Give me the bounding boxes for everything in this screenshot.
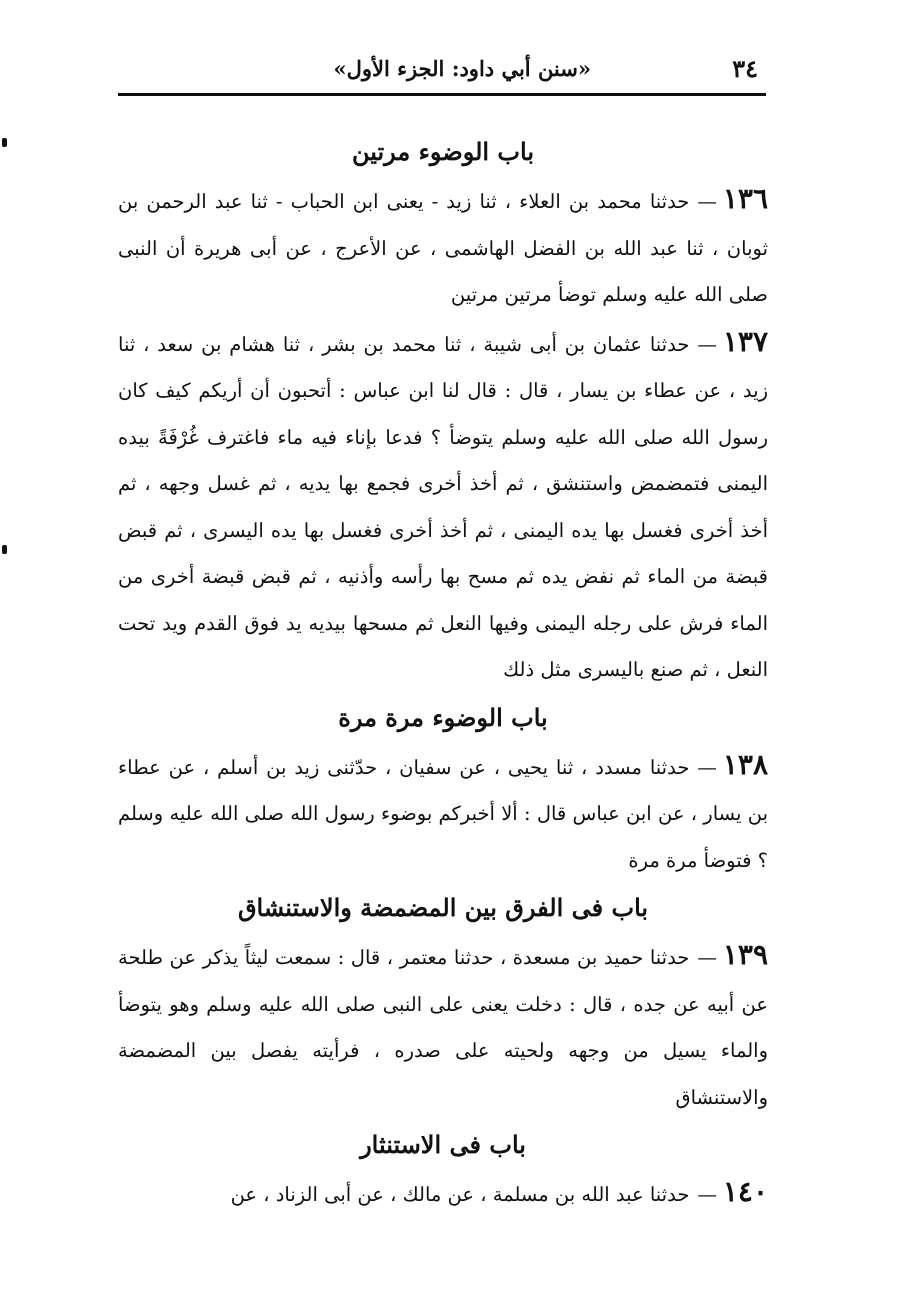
hadith-text: حدثنا عثمان بن أبى شيبة ، ثنا محمد بن بشر ، ثنا هشام بن سعد ، ثنا زيد ، عن عطاء بن يسار ، قال : قال لنا ابن عباس : أتحبون أن أريكم كيف كان رسول الله صلى الله عليه وسلم يتوضأ ؟ فدعا بإناء فيه ماء فاغترف غُرْفَةً بيده اليمنى فتمضمض واستنشق ، ثم أخذ أخرى فجمع بها يديه ، ثم غسل وجهه ، ثم أخذ أخرى فغسل بها يده اليمنى ، ثم أخذ أخرى فغسل بها يده اليسرى ، ثم قبض قبضة من الماء ثم نفض يده ثم مسح بها رأسه وأذنيه ، ثم قبض قبضة أخرى من الماء فرش على رجله اليمنى وفيها النعل ثم مسحها بيديه يد فوق القدم ويد تحت النعل ، ثم صنع باليسرى مثل ذلك	[118, 332, 768, 681]
running-title: «سنن أبي داود: الجزء الأول»	[333, 56, 591, 81]
hadith-dash: —	[697, 190, 717, 213]
scan-edge-mark-middle	[2, 545, 7, 554]
hadith-dash: —	[697, 1183, 717, 1206]
page-body	[118, 128, 768, 1219]
hadith-paragraph	[118, 932, 768, 1121]
header-rule	[118, 93, 766, 96]
hadith-dash: —	[697, 946, 717, 969]
hadith-paragraph	[118, 742, 768, 885]
hadith-paragraph	[118, 319, 768, 694]
hadith-dash: —	[697, 332, 717, 356]
hadith-number: ١٣٧	[722, 324, 768, 358]
hadith-paragraph	[118, 176, 768, 319]
hadith-text: حدثنا مسدد ، ثنا يحيى ، عن سفيان ، حدّثنى زيد بن أسلم ، عن عطاء بن يسار ، عن ابن عباس قال : ألا أخبركم بوضوء رسول الله صلى الله عليه وسلم ؟ فتوضأ مرة مرة	[118, 755, 768, 872]
hadith-text: حدثنا عبد الله بن مسلمة ، عن مالك ، عن أبى الزناد ، عن	[230, 1183, 690, 1206]
hadith-number: ١٣٦	[722, 182, 768, 215]
page-number: ٣٤	[732, 54, 758, 83]
chapter-title: باب فى الفرق بين المضمضة والاستنشاق	[237, 893, 649, 922]
hadith-dash: —	[697, 755, 717, 779]
chapter-title: باب الوضوء مرتين	[351, 137, 535, 166]
hadith-text: حدثنا حميد بن مسعدة ، حدثنا معتمر ، قال : سمعت ليثاً يذكر عن طلحة عن أبيه عن جده ، قال : دخلت يعنى على النبى صلى الله عليه وسلم وهو يتوضأ والماء يسيل من وجهه ولحيته على صدره ، فرأيته يفصل بين المضمضة والاستنشاق	[118, 946, 768, 1109]
hadith-text: حدثنا محمد بن العلاء ، ثنا زيد - يعنى ابن الحباب - ثنا عبد الرحمن بن ثوبان ، ثنا عبد الله بن الفضل الهاشمى ، عن الأعرج ، عن أبى هريرة أن النبى صلى الله عليه وسلم توضأ مرتين مرتين	[118, 190, 768, 306]
hadith-number: ١٣٩	[722, 938, 768, 971]
hadith-number: ١٣٨	[722, 747, 768, 781]
chapter-title: باب فى الاستنثار	[360, 1130, 526, 1159]
scan-edge-mark-top	[2, 138, 7, 147]
chapter-title: باب الوضوء مرة مرة	[338, 702, 548, 732]
page-header	[118, 54, 766, 90]
hadith-number: ١٤٠	[722, 1175, 768, 1208]
hadith-paragraph	[118, 1169, 768, 1219]
